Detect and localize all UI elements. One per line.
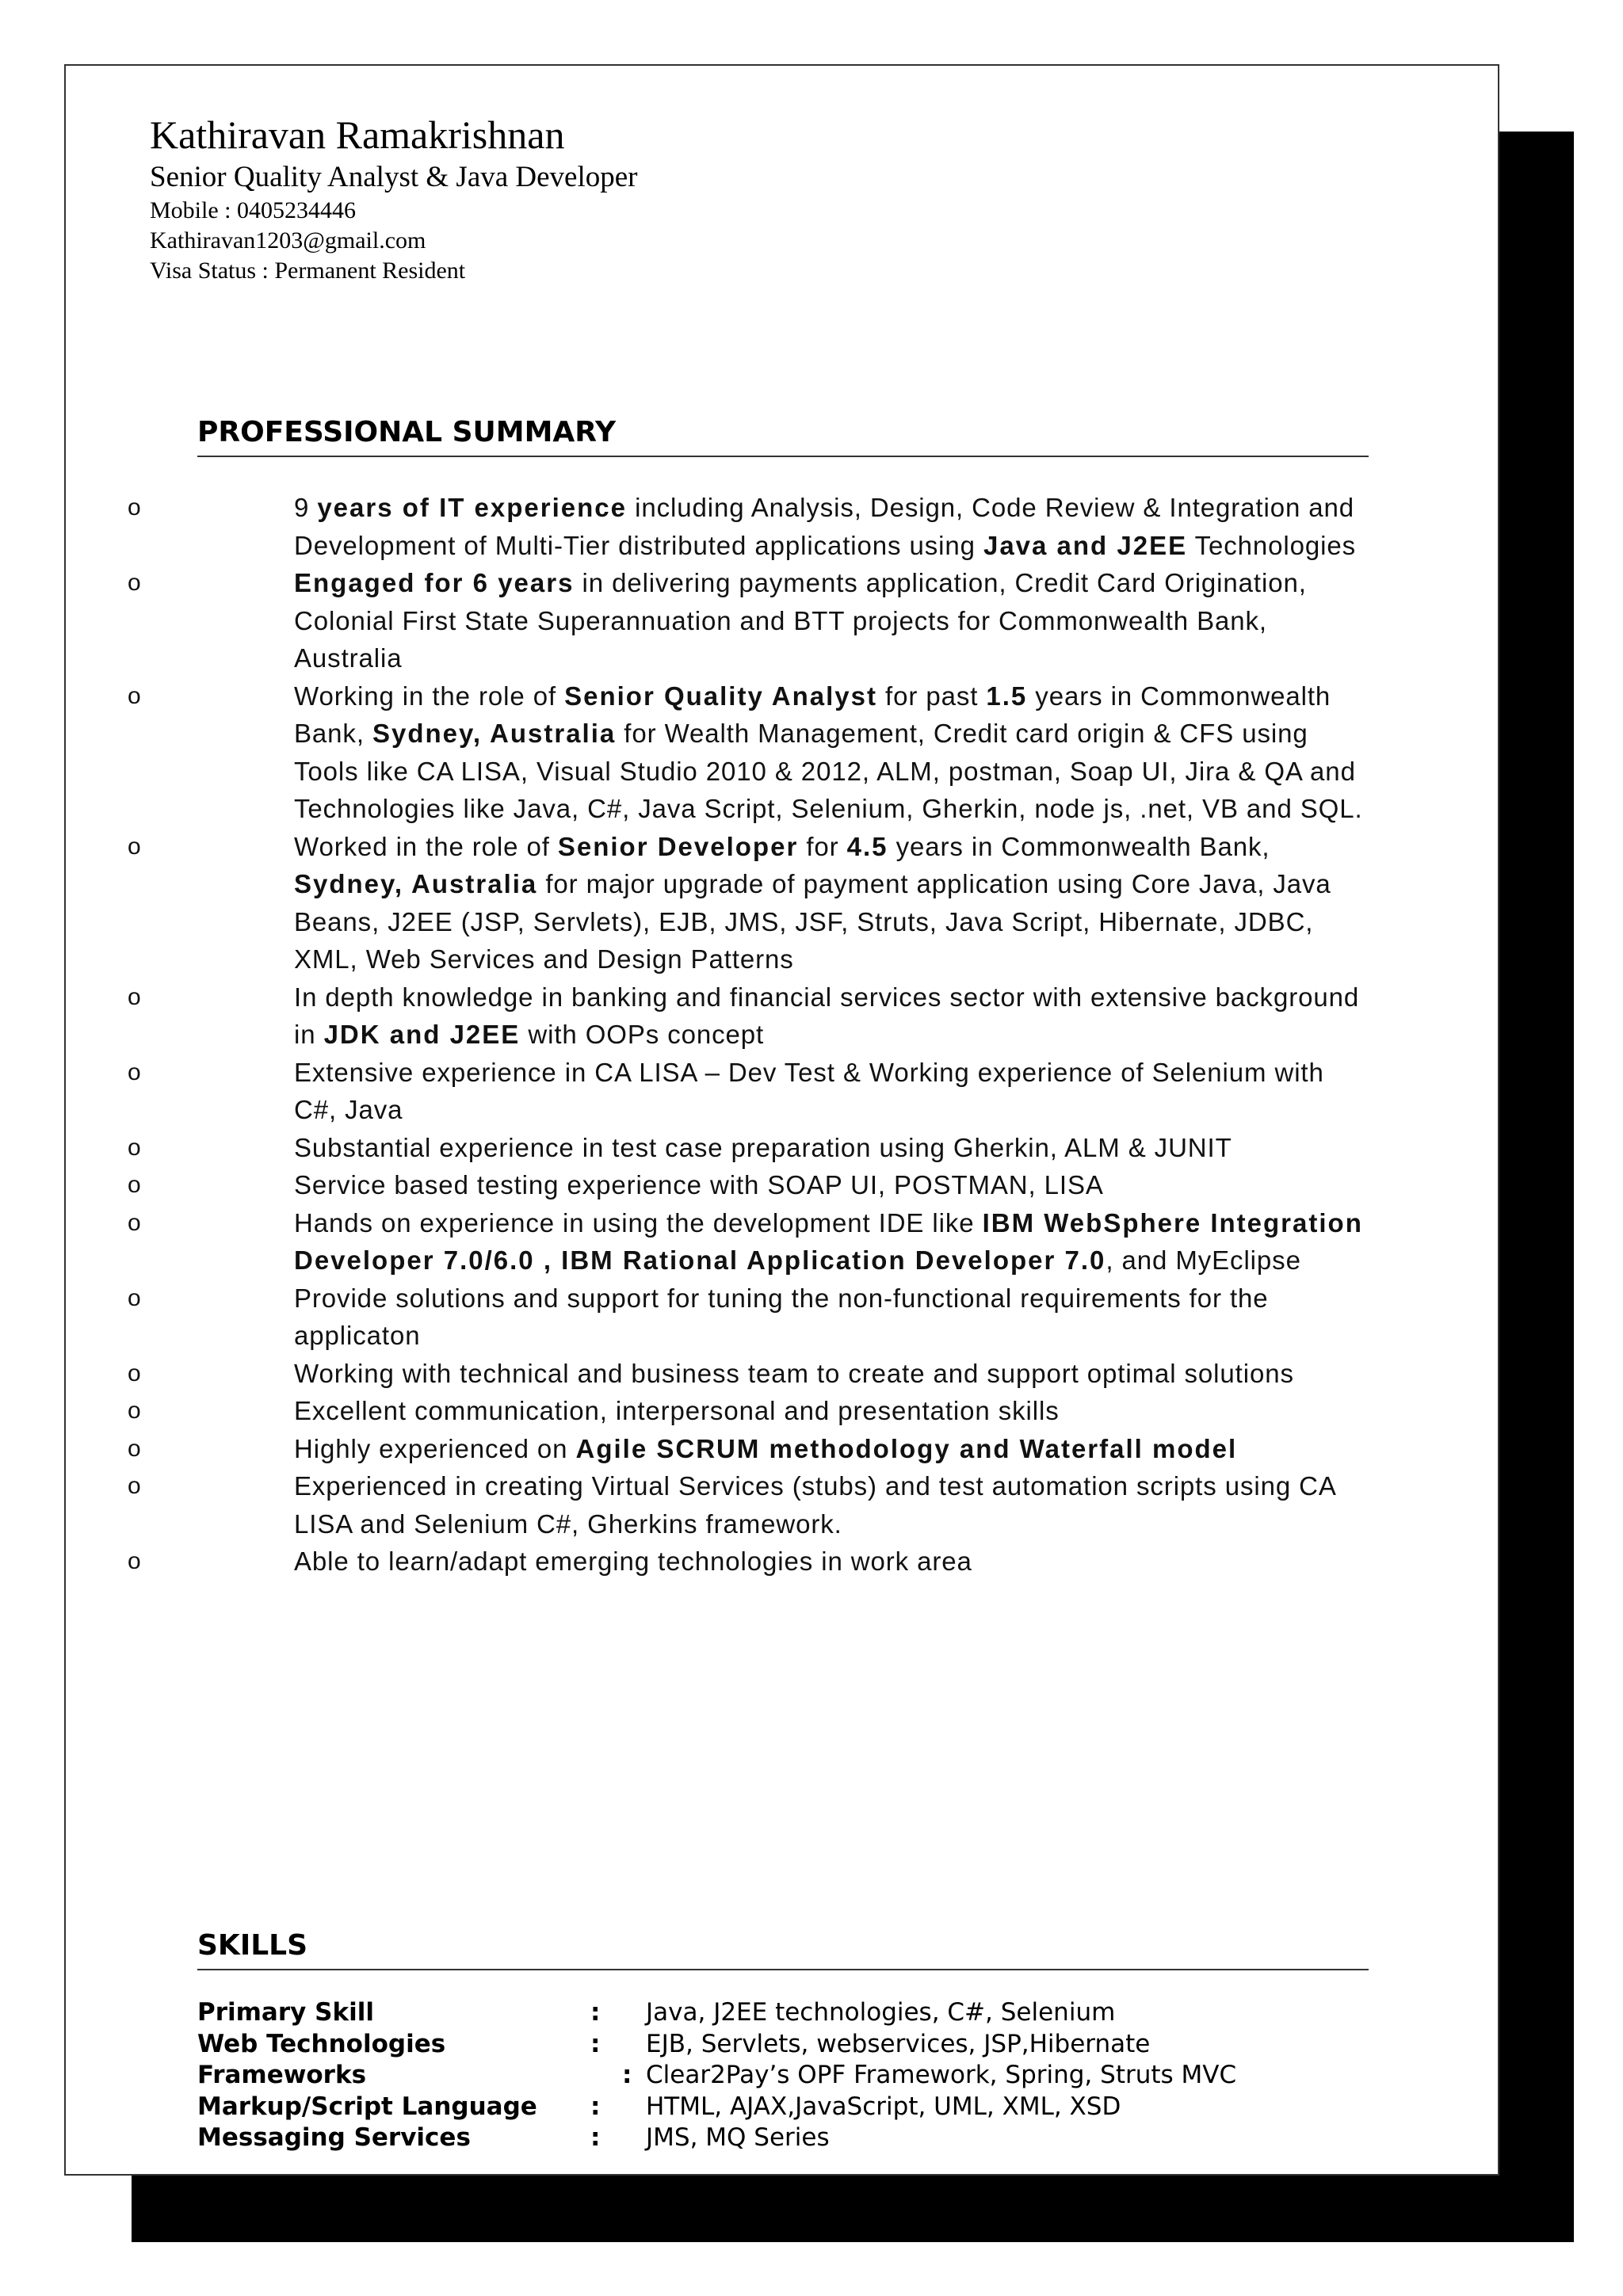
summary-text: Extensive experience in CA LISA – Dev Test & Working experience of Selenium with C#, Java [294,1057,1324,1124]
summary-emphasis: Engaged for 6 years [294,568,575,597]
summary-text: , and MyEclipse [1106,1245,1301,1275]
summary-text: in delivering payments application, Credit Card Origination, Colonial First State Superannuation and BTT projects for Commonwealth Bank, Australia [294,568,1307,673]
summary-text: Excellent communication, interpersonal and presentation skills [294,1396,1060,1425]
resume-page [64,64,1499,2176]
summary-text: Technologies [1187,530,1357,560]
summary-item [128,1467,1369,1543]
bullet-marker: o [128,1172,142,1198]
summary-item [128,489,1369,564]
skills-row [197,2029,1236,2061]
skill-value: EJB, Servlets, webservices, JSP,Hibernate [646,2029,1151,2058]
bullet-marker: o [128,1360,142,1386]
summary-emphasis: Senior Quality Analyst [564,681,877,711]
summary-item [128,1280,1369,1355]
summary-emphasis: years of IT experience [317,493,628,522]
bullet-marker: o [128,1134,142,1161]
bullet-marker: o [128,1473,142,1499]
summary-emphasis: 4.5 [846,831,888,861]
summary-text: Highly experienced on [294,1433,576,1463]
skill-separator: : [590,1998,601,2027]
summary-item [128,677,1369,828]
summary-text: including Analysis, Design, Code Review & Integration and Development of Multi-Tier distributed applications using [294,493,1355,560]
email-address: Kathiravan1203@gmail.com [150,227,426,254]
summary-emphasis: JDK and J2EE [323,1020,521,1049]
summary-item [128,1204,1369,1280]
bullet-marker: o [128,1209,142,1236]
skills-table [197,1997,1236,2154]
skill-value: JMS, MQ Series [646,2123,830,2152]
skill-separator: : [590,2123,601,2152]
visa-status: Visa Status : Permanent Resident [150,257,466,284]
summary-text: for past [876,681,987,711]
summary-text: Working with technical and business team to create and support optimal solutions [294,1358,1294,1388]
summary-item [128,978,1369,1054]
summary-text: Working in the role of [294,681,565,711]
summary-item [128,1355,1369,1393]
bullet-marker: o [128,983,142,1010]
skill-separator: : [622,2061,632,2089]
bullet-marker: o [128,1548,142,1574]
skill-label: Web Technologies [197,2029,446,2058]
summary-text: years in Commonwealth Bank, [888,831,1270,861]
summary-text: for [798,831,847,861]
summary-text: Hands on experience in using the development IDE like [294,1207,983,1238]
bullet-marker: o [128,1284,142,1311]
summary-text: Experienced in creating Virtual Services (stubs) and test automation scripts using CA LISA and Selenium C#, Gherkins framework. [294,1471,1335,1539]
bullet-marker: o [128,833,142,860]
summary-emphasis: Sydney, Australia [294,869,538,898]
skill-value: Clear2Pay’s OPF Framework, Spring, Struts MVC [646,2061,1237,2089]
resume-header [150,110,638,286]
summary-emphasis: Senior Developer [557,831,799,861]
summary-item [128,1129,1369,1167]
summary-text: Worked in the role of [294,831,558,861]
summary-emphasis: Agile SCRUM methodology and Waterfall model [575,1433,1238,1463]
summary-item [128,1054,1369,1129]
skill-value: Java, J2EE technologies, C#, Selenium [646,1998,1116,2027]
skill-label: Markup/Script Language [197,2092,537,2121]
bullet-marker: o [128,1058,142,1085]
bullet-marker: o [128,570,142,596]
bullet-marker: o [128,682,142,709]
summary-text: years in Commonwealth Bank, [294,681,1331,748]
skills-row [197,1997,1236,2029]
professional-summary-heading: PROFESSIONAL SUMMARY [197,414,1369,457]
skill-label: Frameworks [197,2061,367,2089]
summary-item [128,828,1369,978]
skill-label: Primary Skill [197,1998,374,2027]
summary-text: for Wealth Management, Credit card origin & CFS using Tools like CA LISA, Visual Studio 2010 & 2012, ALM, postman, Soap UI, Jira & QA and Technologies like Java, C#, Java Script, Selenium, Gherkin, node js, .net, VB and SQL. [294,719,1363,823]
summary-item [128,1166,1369,1204]
candidate-title: Senior Quality Analyst & Java Developer [150,161,638,193]
summary-item [128,564,1369,677]
bullet-marker: o [128,1435,142,1462]
summary-emphasis: Sydney, Australia [372,719,617,748]
summary-text: with OOPs concept [520,1020,765,1049]
summary-emphasis: Java and J2EE [983,530,1188,560]
skills-row [197,2060,1236,2092]
skills-heading: SKILLS [197,1928,1369,1970]
skills-section [197,1928,1369,2154]
skill-separator: : [590,2092,601,2121]
bullet-marker: o [128,494,142,521]
summary-item [128,1543,1369,1581]
summary-emphasis: IBM WebSphere Integration Developer 7.0/6.0 , IBM Rational Application Developer 7.0 [294,1207,1363,1275]
summary-text: for major upgrade of payment application using Core Java, Java Beans, J2EE (JSP, Servlets), EJB, JMS, JSF, Struts, Java Script, Hibernate, JDBC, XML, Web Services and Design Patterns [294,869,1331,974]
summary-text: Provide solutions and support for tuning the non-functional requirements for the applicaton [294,1283,1269,1350]
skills-row [197,2092,1236,2123]
mobile-number: Mobile : 0405234446 [150,197,356,223]
bullet-marker: o [128,1398,142,1424]
summary-text: Able to learn/adapt emerging technologies in work area [294,1547,972,1576]
skill-value: HTML, AJAX,JavaScript, UML, XML, XSD [646,2092,1121,2121]
summary-list [128,489,1369,1581]
summary-emphasis: 1.5 [986,681,1028,711]
skills-row [197,2122,1236,2154]
skill-separator: : [590,2029,601,2058]
summary-text: Substantial experience in test case preparation using Gherkin, ALM & JUNIT [294,1132,1232,1162]
summary-text: 9 [294,493,318,522]
candidate-name: Kathiravan Ramakrishnan [150,113,565,157]
skill-label: Messaging Services [197,2123,471,2152]
summary-item [128,1392,1369,1430]
summary-text: In depth knowledge in banking and financial services sector with extensive background in [294,982,1360,1049]
summary-text: Service based testing experience with SOAP UI, POSTMAN, LISA [294,1170,1104,1199]
summary-item [128,1430,1369,1468]
professional-summary-section [128,414,1369,1581]
